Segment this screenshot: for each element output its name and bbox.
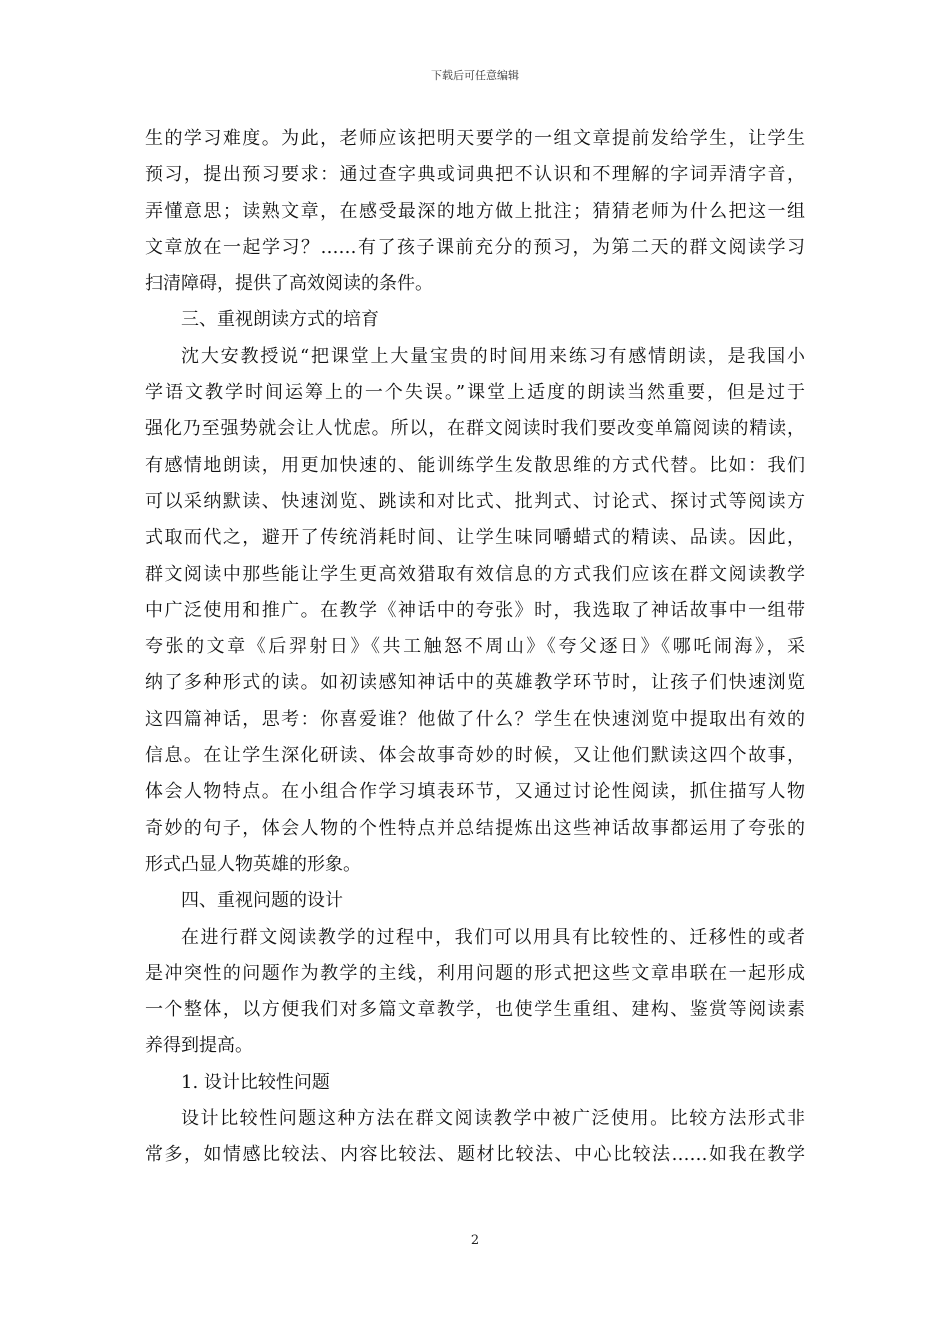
text-line: 式取而代之，避开了传统消耗时间、让学生味同嚼蜡式的精读、品读。因此，: [145, 527, 805, 549]
text-line: 文章放在一起学习？……有了孩子课前充分的预习，为第二天的群文阅读学习: [145, 236, 805, 258]
text-line: 常多，如情感比较法、内容比较法、题材比较法、中心比较法……如我在教学: [145, 1144, 805, 1166]
text-line: 一个整体，以方便我们对多篇文章教学，也使学生重组、建构、鉴赏等阅读素: [145, 999, 805, 1021]
page-header: 下载后可任意编辑: [431, 69, 519, 82]
text-line: 这四篇神话，思考：你喜爱谁？他做了什么？学生在快速浏览中提取出有效的: [145, 708, 805, 730]
text-line: 四、重视问题的设计: [181, 890, 343, 912]
text-line: 沈大安教授说“把课堂上大量宝贵的时间用来练习有感情朗读，是我国小: [181, 345, 805, 367]
text-line: 预习，提出预习要求：通过查字典或词典把不认识和不理解的字词弄清字音，: [145, 164, 805, 186]
text-line: 扫清障碍，提供了高效阅读的条件。: [145, 273, 433, 295]
text-line: 纳了多种形式的读。如初读感知神话中的英雄教学环节时，让孩子们快速浏览: [145, 672, 805, 694]
text-line: 信息。在让学生深化研读、体会故事奇妙的时候，又让他们默读这四个故事，: [145, 745, 805, 767]
text-line: 1. 设计比较性问题: [181, 1071, 330, 1093]
document-body: [145, 121, 805, 1174]
text-line: 强化乃至强势就会让人忧虑。所以，在群文阅读时我们要改变单篇阅读的精读，: [145, 418, 805, 440]
text-line: 设计比较性问题这种方法在群文阅读教学中被广泛使用。比较方法形式非: [181, 1108, 805, 1130]
text-line: 奇妙的句子，体会人物的个性特点并总结提炼出这些神话故事都运用了夸张的: [145, 817, 805, 839]
text-line: 有感情地朗读，用更加快速的、能训练学生发散思维的方式代替。比如：我们: [145, 454, 805, 476]
text-line: 中广泛使用和推广。在教学《神话中的夸张》时，我选取了神话故事中一组带: [145, 599, 805, 621]
text-line: 夸张的文章《后羿射日》《共工触怒不周山》《夸父逐日》《哪吒闹海》，采: [145, 636, 805, 658]
page-number: 2: [470, 1233, 480, 1248]
text-line: 体会人物特点。在小组合作学习填表环节，又通过讨论性阅读，抓住描写人物: [145, 781, 805, 803]
text-line: 是冲突性的问题作为教学的主线，利用问题的形式把这些文章串联在一起形成: [145, 962, 805, 984]
text-line: 群文阅读中那些能让学生更高效猎取有效信息的方式我们应该在群文阅读教学: [145, 563, 805, 585]
text-line: 三、重视朗读方式的培育: [181, 309, 379, 331]
text-line: 弄懂意思；读熟文章，在感受最深的地方做上批注；猜猜老师为什么把这一组: [145, 200, 805, 222]
text-line: 可以采纳默读、快速浏览、跳读和对比式、批判式、讨论式、探讨式等阅读方: [145, 490, 805, 512]
text-line: 生的学习难度。为此，老师应该把明天要学的一组文章提前发给学生，让学生: [145, 128, 805, 149]
text-line: 在进行群文阅读教学的过程中，我们可以用具有比较性的、迁移性的或者: [181, 926, 805, 948]
text-line: 形式凸显人物英雄的形象。: [145, 853, 361, 875]
text-line: 学语文教学时间运筹上的一个失误。”课堂上适度的朗读当然重要，但是过于: [145, 382, 805, 404]
text-line: 养得到提高。: [145, 1035, 253, 1057]
